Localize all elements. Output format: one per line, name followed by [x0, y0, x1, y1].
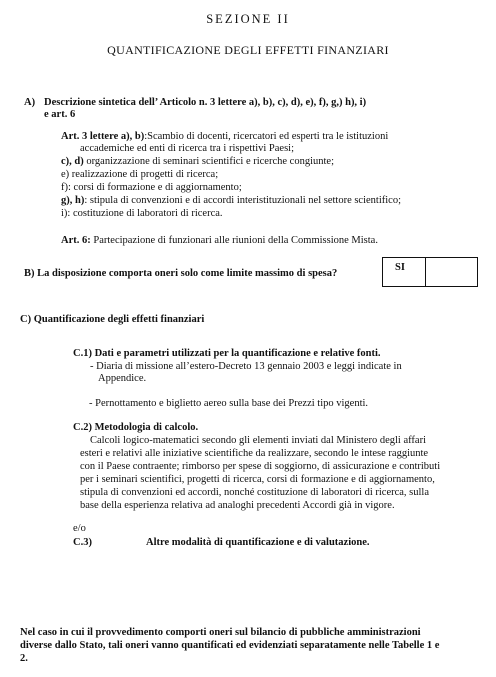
f-line: f): corsi di formazione e di aggiornamento;	[61, 182, 242, 193]
c2-line: base della esperienza relativa ad analoghi precedenti Accordi già in vigore.	[80, 500, 395, 511]
c2-line: Calcoli logico-matematici secondo gli elementi inviati dal Ministero degli affari	[90, 435, 426, 446]
footer-line3: 2.	[20, 653, 28, 664]
section-a-prefix: A)	[24, 97, 36, 108]
section-a-heading-line2: e art. 6	[44, 109, 76, 120]
c2-line: con il Paese contraente; rimborso per spese di soggiorno, di assicurazione e contributi	[80, 461, 441, 472]
c1-item2: - Pernottamento e biglietto aereo sulla base dei Prezzi tipo vigenti.	[89, 398, 369, 409]
cd-text: organizzazione di seminari scientifici e ricerche congiunte;	[83, 156, 334, 167]
c3-heading: Altre modalità di quantificazione e di valutazione.	[146, 537, 370, 548]
answer-box-divider	[425, 258, 426, 286]
i-line: i): costituzione di laboratori di ricerca.	[61, 208, 223, 219]
gh-line	[61, 194, 401, 207]
gh-label: g), h)	[61, 195, 85, 206]
footer-line2: diverse dallo Stato, tali oneri vanno quantificati ed evidenziati separatamente nelle Tabelle 1 e	[20, 640, 440, 651]
gh-text: : stipula di convenzioni e di accordi interistituzionali nel settore scientifico;	[84, 195, 401, 206]
c3-label: C.3)	[73, 537, 92, 548]
c2-line: stipula di convenzioni ed accordi, nonché costituzione di laboratori di ricerca, sulla	[80, 487, 430, 498]
section-c-heading: C) Quantificazione degli effetti finanziari	[20, 314, 205, 325]
section-a-heading-line1: Descrizione sintetica dell’ Articolo n. 3 lettere a), b), c), d), e), f), g,) h), i)	[44, 97, 367, 108]
page-title: QUANTIFICAZIONE DEGLI EFFETTI FINANZIARI	[107, 43, 389, 57]
c1-item1-line1: - Diaria di missione all’estero-Decreto 13 gennaio 2003 e leggi indicate in	[90, 361, 402, 372]
art6-label: Art. 6:	[61, 235, 91, 246]
answer-si: SI	[395, 262, 405, 273]
eo-label: e/o	[73, 523, 86, 534]
c1-heading: C.1) Dati e parametri utilizzati per la quantificazione e relative fonti.	[73, 348, 381, 359]
cd-line	[61, 155, 334, 168]
section-b-question: B) La disposizione comporta oneri solo come limite massimo di spesa?	[24, 268, 338, 279]
cd-label: c), d)	[61, 156, 84, 167]
art3-text: :Scambio di docenti, ricercatori ed esperti tra le istituzioni	[144, 131, 389, 142]
art3-label: Art. 3 lettere a), b)	[61, 131, 145, 142]
c2-heading: C.2) Metodologia di calcolo.	[73, 422, 199, 433]
footer-line1: Nel caso in cui il provvedimento comporti oneri sul bilancio di pubbliche amministrazioni	[20, 627, 421, 638]
c2-line: per i seminari scientifici, progetti di ricerca, corsi di formazione e di aggiornamento,	[80, 474, 435, 485]
art3-line2: accademiche ed enti di ricerca tra i rispettivi Paesi;	[80, 143, 294, 154]
e-line: e) realizzazione di progetti di ricerca;	[61, 169, 219, 180]
art6-line	[61, 234, 378, 247]
answer-box	[382, 257, 478, 287]
c2-line: esteri e relativi alle iniziative scientifiche da realizzare, secondo le intese raggiunte	[80, 448, 429, 459]
section-title: SEZIONE II	[206, 12, 290, 26]
c1-item1-line2: Appendice.	[98, 373, 147, 384]
art6-text: Partecipazione di funzionari alle riunioni della Commissione Mista.	[90, 235, 378, 246]
